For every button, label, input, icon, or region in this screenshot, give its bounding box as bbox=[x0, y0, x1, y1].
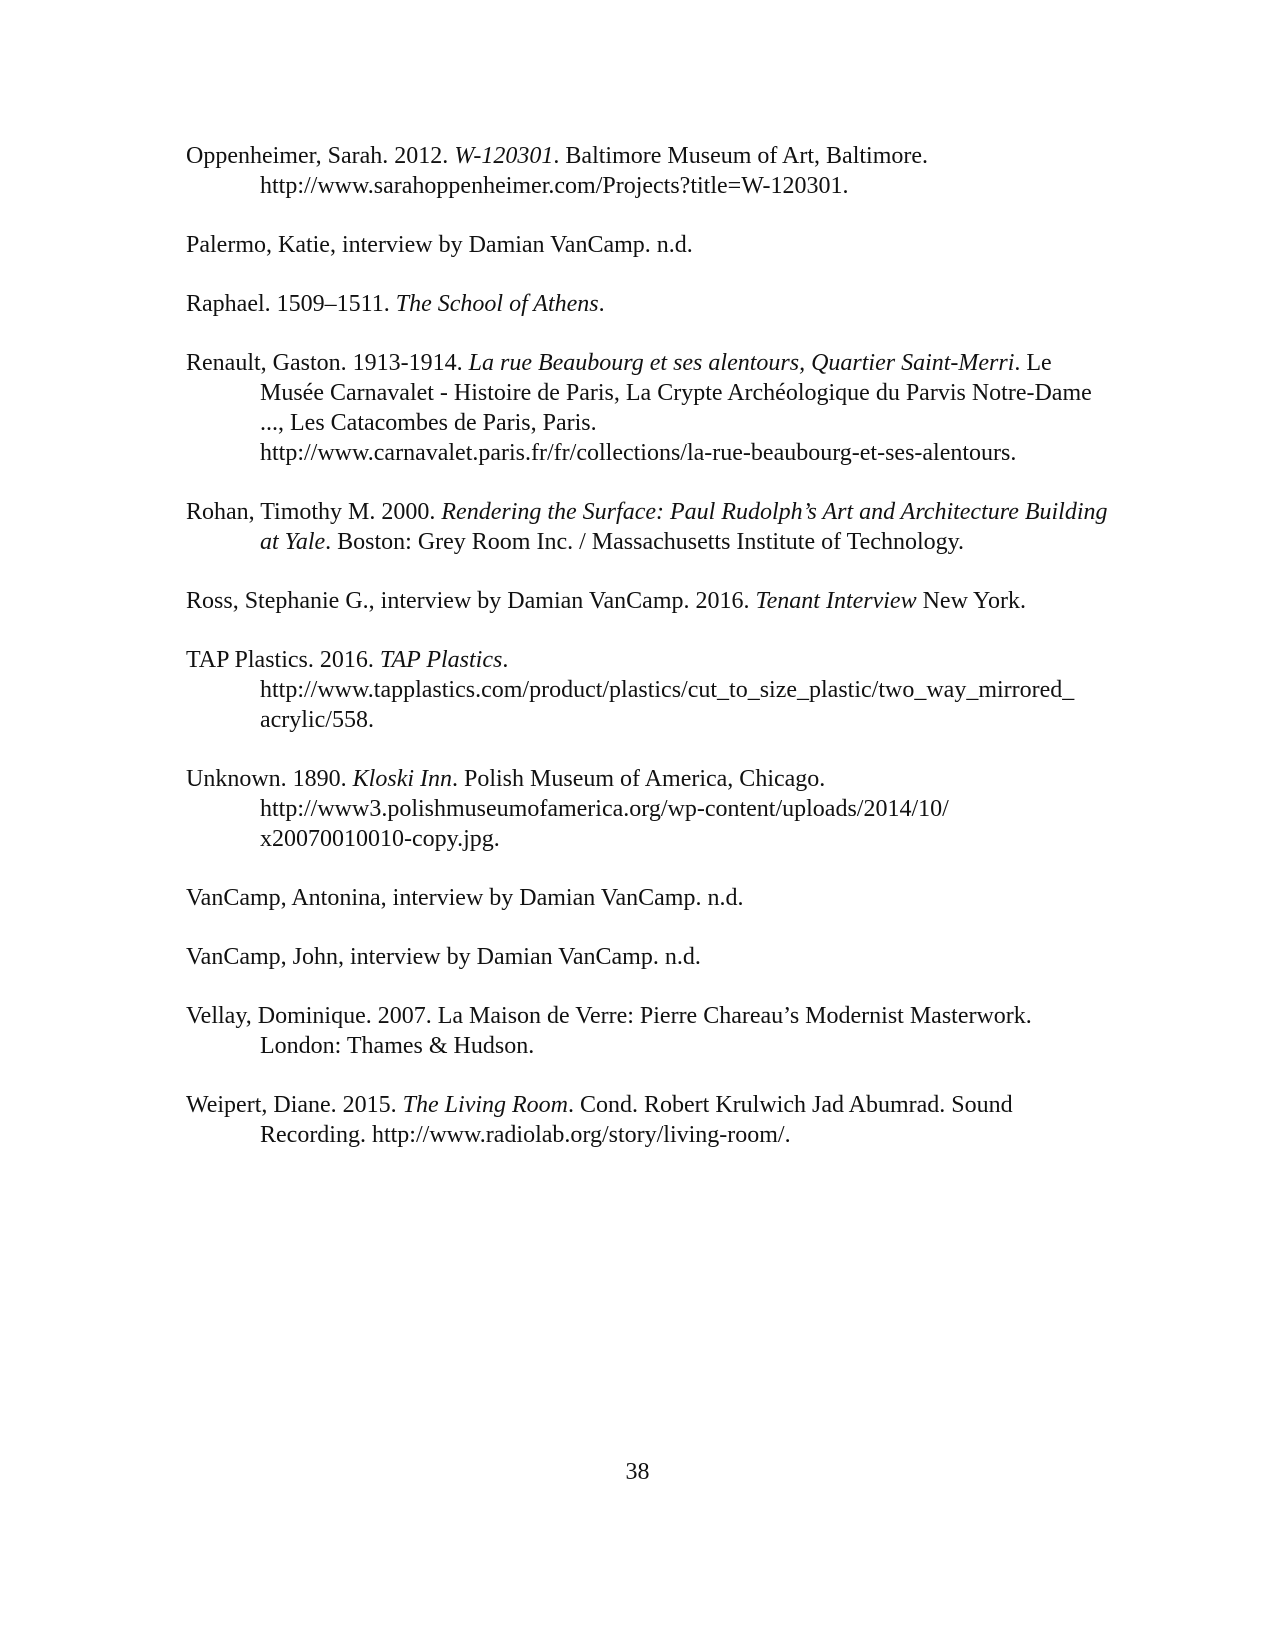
entry-text: . Baltimore Museum of Art, Baltimore. bbox=[553, 143, 929, 169]
entry-text: TAP Plastics. 2016. bbox=[186, 647, 380, 673]
entry-text: . bbox=[598, 291, 605, 317]
page-number: 38 bbox=[625, 1459, 650, 1485]
entry-text: Unknown. 1890. bbox=[186, 766, 353, 792]
bibliography-entry bbox=[186, 1090, 1116, 1150]
bibliography-entry bbox=[186, 586, 1116, 616]
entry-title-italic: Tenant Interview bbox=[755, 588, 917, 614]
entry-text: http://www.carnavalet.paris.fr/fr/collections/la-rue-beaubourg-et-ses-alentours. bbox=[260, 440, 1017, 466]
entry-text: http://www.sarahoppenheimer.com/Projects?title=W-120301. bbox=[260, 173, 849, 199]
entry-text: VanCamp, John, interview by Damian VanCamp. n.d. bbox=[186, 944, 701, 970]
entry-text: . Le Musée Carnavalet - Histoire de Paris, La Crypte Archéologique du Parvis Notre-Dame ..., Les Catacombes de Paris, Paris. bbox=[260, 350, 1092, 436]
bibliography-entry bbox=[186, 141, 1116, 201]
entry-text: Weipert, Diane. 2015. bbox=[186, 1092, 403, 1118]
entry-text: Renault, Gaston. 1913-1914. bbox=[186, 350, 469, 376]
entry-title-italic: TAP Plastics bbox=[379, 647, 503, 673]
entry-text: Palermo, Katie, interview by Damian VanCamp. n.d. bbox=[186, 232, 693, 258]
entry-text: Raphael. 1509–1511. bbox=[186, 291, 396, 317]
bibliography-entry bbox=[186, 348, 1116, 468]
bibliography-entry bbox=[186, 883, 1116, 913]
entry-text: Vellay, Dominique. 2007. La Maison de Verre: Pierre Chareau’s Modernist Masterwork. London: Thames & Hudson. bbox=[186, 1003, 1032, 1059]
bibliography-entry bbox=[186, 645, 1116, 735]
entry-title-italic: The School of Athens bbox=[395, 291, 599, 317]
entry-text: Ross, Stephanie G., interview by Damian VanCamp. 2016. bbox=[186, 588, 756, 614]
entry-text: Rohan, Timothy M. 2000. bbox=[186, 499, 442, 525]
entry-text: . Polish Museum of America, Chicago. bbox=[452, 766, 826, 792]
bibliography-entry bbox=[186, 1001, 1116, 1061]
bibliography-entry bbox=[186, 230, 1116, 260]
entry-text: . Cond. Robert Krulwich Jad Abumrad. Sound Recording. http://www.radiolab.org/story/living-room/. bbox=[260, 1092, 1013, 1148]
entry-text: . Boston: Grey Room Inc. / Massachusetts Institute of Technology. bbox=[325, 529, 965, 555]
entry-text: http://www3.polishmuseumofamerica.org/wp-content/uploads/2014/10/ bbox=[260, 796, 949, 822]
entry-text: . bbox=[502, 647, 509, 673]
entry-title-italic: W-120301 bbox=[454, 143, 554, 169]
entry-text: VanCamp, Antonina, interview by Damian VanCamp. n.d. bbox=[186, 885, 744, 911]
entry-text: http://www.tapplastics.com/product/plastics/cut_to_size_plastic/two_way_mirrored_ bbox=[260, 677, 1075, 703]
entry-title-italic: The Living Room bbox=[402, 1092, 568, 1118]
entry-text: acrylic/558. bbox=[260, 707, 374, 733]
bibliography-entry bbox=[186, 764, 1116, 854]
bibliography-entry bbox=[186, 497, 1116, 557]
entry-title-italic: La rue Beaubourg et ses alentours, Quartier Saint-Merri bbox=[468, 350, 1015, 376]
entry-text: Oppenheimer, Sarah. 2012. bbox=[186, 143, 455, 169]
entry-text: New York. bbox=[916, 588, 1026, 614]
bibliography-entry bbox=[186, 289, 1116, 319]
bibliography-list bbox=[186, 141, 1116, 1179]
entry-title-italic: Kloski Inn bbox=[352, 766, 452, 792]
entry-text: x20070010010-copy.jpg. bbox=[260, 826, 500, 852]
entry-title-italic: Rendering the Surface: Paul Rudolph’s Art and Architecture Building at Yale bbox=[260, 499, 1108, 555]
bibliography-entry bbox=[186, 942, 1116, 972]
